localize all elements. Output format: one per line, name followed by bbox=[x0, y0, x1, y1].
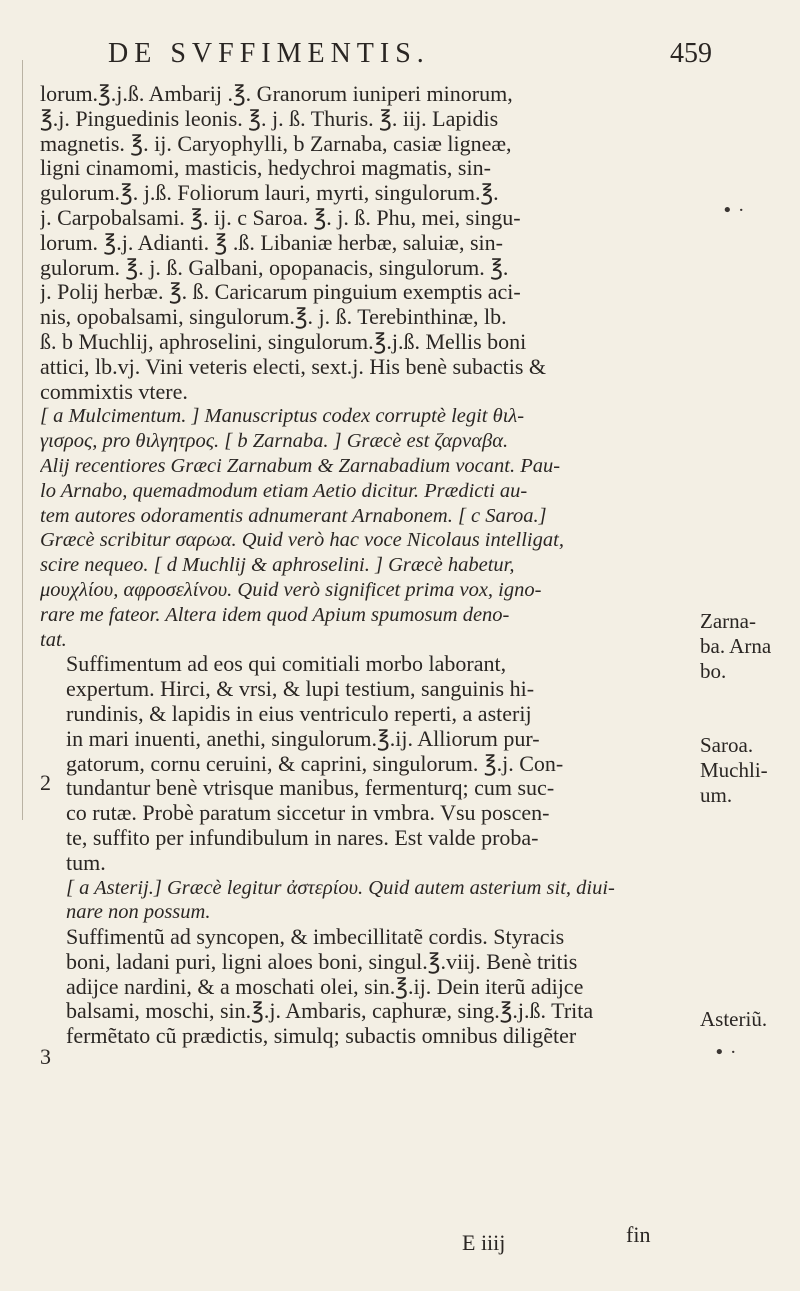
text-line: commixtis vtere. bbox=[40, 379, 188, 404]
running-title: DE SVFFIMENTIS. bbox=[108, 38, 430, 69]
text-line: nis, opobalsami, singulorum.℥. j. ß. Terebinthinæ, lb. bbox=[40, 305, 507, 330]
annotation-line: scire nequeo. [ d Muchlij & aphroselini. ] Græcè habetur, bbox=[40, 554, 515, 577]
annotation-line: [ a Asterij.] Græcè legitur ἀστερίου. Quid autem asterium sit, diui- bbox=[66, 876, 615, 899]
text-line: gulorum. ℥. j. ß. Galbani, opopanacis, singulorum. ℥. bbox=[40, 255, 509, 280]
text-line: attici, lb.vj. Vini veteris electi, sext.j. His benè subactis & bbox=[40, 354, 546, 379]
section-line: Suffimentum ad eos qui comitiali morbo laborant, bbox=[66, 652, 507, 677]
annotation-line: μουχλίου, αφροσελίνου. Quid verò significet prima vox, igno- bbox=[40, 578, 542, 601]
section-line: gatorum, cornu ceruini, & caprini, singulorum. ℥.j. Con- bbox=[66, 751, 564, 776]
marginal-note-asterium bbox=[700, 1007, 796, 1032]
text-line: ℥.j. Pinguedinis leonis. ℥. j. ß. Thuris. ℥. iij. Lapidis bbox=[40, 106, 499, 131]
section-line: te, suffito per infundibulum in nares. Est valde proba- bbox=[66, 825, 539, 850]
annotation-line: [ a Mulcimentum. ] Manuscriptus codex corruptè legit θιλ- bbox=[40, 405, 525, 428]
page-number: 459 bbox=[670, 38, 712, 69]
page-edge-rule bbox=[22, 60, 23, 820]
annotation-line: nare non possum. bbox=[66, 901, 211, 924]
section-number: 2 bbox=[40, 770, 51, 795]
text-line: ligni cinamomi, masticis, hedychroi magmatis, sin- bbox=[40, 156, 491, 181]
section-line: Suffimentũ ad syncopen, & imbecillitatẽ cordis. Styracis bbox=[66, 925, 565, 950]
section-line: boni, ladani puri, ligni aloes boni, singul.℥.viij. Benè tritis bbox=[66, 949, 578, 974]
marginal-note-saroa bbox=[700, 733, 796, 807]
annotation-line: Alij recentiores Græci Zarnabum & Zarnabadium vocant. Pau- bbox=[40, 454, 561, 477]
annotation-line: tem autores odoramentis adnumerant Arnabonem. [ c Saroa.] bbox=[40, 504, 547, 527]
section-line: co rutæ. Probè paratum siccetur in vmbra. Vsu poscen- bbox=[66, 801, 550, 826]
annotation-line: tat. bbox=[40, 628, 67, 651]
margin-dots: • · bbox=[714, 1042, 737, 1063]
marginal-note-zarnaba bbox=[700, 609, 796, 683]
margin-dots: • · bbox=[722, 200, 745, 221]
text-line: gulorum.℥. j.ß. Foliorum lauri, myrti, singulorum.℥. bbox=[40, 181, 499, 206]
section-line: rundinis, & lapidis in eius ventriculo reperti, a asterij bbox=[66, 701, 532, 726]
section-line: tum. bbox=[66, 850, 106, 875]
text-line: ß. b Muchlij, aphroselini, singulorum.℥.j.ß. Mellis boni bbox=[40, 329, 527, 354]
text-line: lorum. ℥.j. Adianti. ℥ .ß. Libaniæ herbæ, saluiæ, sin- bbox=[40, 230, 503, 255]
text-body bbox=[40, 82, 696, 1049]
section-line: expertum. Hirci, & vrsi, & lupi testium, sanguinis hi- bbox=[66, 677, 535, 702]
section-line: adijce nardini, & a moschati olei, sin.℥.ij. Dein iterũ adijce bbox=[66, 974, 584, 999]
section-line: tundantur benè vtrisque manibus, fermenturq; cum suc- bbox=[66, 776, 555, 801]
annotation-line: Græcè scribitur σαρωα. Quid verò hac voce Nicolaus intelligat, bbox=[40, 529, 564, 552]
text-line: j. Carpobalsami. ℥. ij. c Saroa. ℥. j. ß. Phu, mei, singu- bbox=[40, 205, 521, 230]
text-line: j. Polij herbæ. ℥. ß. Caricarum pinguium exemptis aci- bbox=[40, 280, 521, 305]
marginal-text: Saroa. bbox=[700, 733, 754, 757]
marginal-text: Zarna- bbox=[700, 609, 756, 633]
section-number: 3 bbox=[40, 1044, 51, 1069]
marginal-text: Asteriũ. bbox=[700, 1007, 768, 1031]
catchword: fin bbox=[626, 1222, 651, 1247]
annotation-line: γισρος, pro θιλγητρος. [ b Zarnaba. ] Græcè est ζαρναβα. bbox=[40, 430, 509, 453]
marginal-text: um. bbox=[700, 782, 733, 807]
marginal-text: ba. Arna bbox=[700, 633, 772, 658]
marginal-text: Muchli- bbox=[700, 757, 768, 782]
annotation-line: rare me fateor. Altera idem quod Apium spumosum deno- bbox=[40, 603, 510, 626]
annotation-line: lo Arnabo, quemadmodum etiam Aetio dicitur. Prædicti au- bbox=[40, 479, 528, 502]
section-line: in mari inuenti, anethi, singulorum.℥.ij. Alliorum pur- bbox=[66, 726, 540, 751]
text-line: magnetis. ℥. ij. Caryophylli, b Zarnaba, casiæ ligneæ, bbox=[40, 131, 512, 156]
text-line: lorum.℥.j.ß. Ambarij .℥. Granorum iuniperi minorum, bbox=[40, 82, 513, 106]
signature-mark: E iiij bbox=[462, 1230, 506, 1255]
marginal-text: bo. bbox=[700, 658, 727, 683]
running-header bbox=[58, 38, 758, 74]
section-line: balsami, moschi, sin.℥.j. Ambaris, caphuræ, sing.℥.j.ß. Trita bbox=[66, 999, 594, 1024]
section-line: fermẽtato cũ prædictis, simulq; subactis omnibus diligẽter bbox=[66, 1024, 577, 1049]
